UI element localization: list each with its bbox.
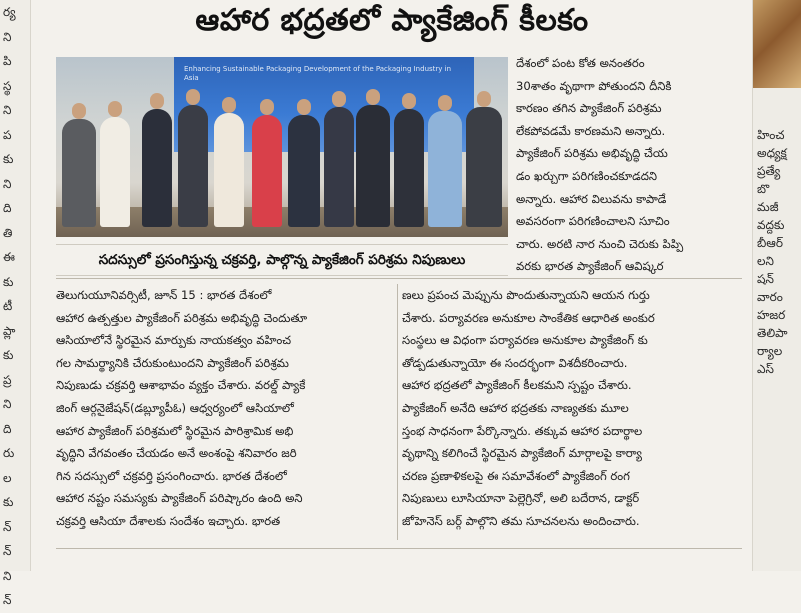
- article-text-line: సంస్థలు ఆ విధంగా పర్యావరణ అనుకూల ప్యాకేజింగ్ కు: [402, 333, 648, 348]
- photo-banner-text: Enhancing Sustainable Packaging Development of the Packaging Industry in Asia: [184, 65, 452, 82]
- article-text-line: ఆహార నష్టం సమస్యకు ప్యాకేజింగ్ పరిష్కారం ఉంది అని: [56, 491, 303, 506]
- article-text-line: ప్యాకేజింగ్ అనేది ఆహార భద్రతకు నాణ్యతకు మూల: [402, 400, 629, 415]
- article-text-line: ఆహార ఉత్పత్తుల ప్యాకేజింగ్ పరిశ్రమ అభివృద్ధి చెందుతూ: [56, 310, 308, 325]
- adjacent-text-line: ది: [3, 201, 12, 215]
- photo-person: [178, 105, 208, 227]
- article-text-line: ఆహార ప్యాకేజింగ్ పరిశ్రమలో స్థిరమైన పారిశ్రామిక అభి: [56, 423, 294, 438]
- adjacent-text-line: లని: [757, 254, 774, 268]
- adjacent-text-line: ల: [3, 470, 12, 485]
- adjacent-text-line: కు: [3, 274, 14, 289]
- adjacent-text-line: టీ: [3, 299, 13, 313]
- photo-person: [394, 109, 424, 227]
- photo-caption: సదస్సులో ప్రసంగిస్తున్న చక్రవర్తి, పాల్గొన్న ప్యాకేజింగ్ పరిశ్రమ నిపుణులు: [56, 244, 508, 276]
- photo-person: [252, 115, 282, 227]
- article-text-line: ఆహార భద్రతలో ప్యాకేజింగ్ కీలకమని స్పష్టం చేశారు.: [402, 378, 632, 393]
- adjacent-text-line: హజర: [757, 308, 786, 322]
- adjacent-text-line: కు: [3, 348, 14, 362]
- photo-person: [356, 105, 390, 227]
- article-text-line: అవసరంగా పరిగణించాలని సూచిం: [516, 214, 670, 229]
- photo-person: [428, 111, 462, 227]
- photo-person: [324, 107, 354, 227]
- article-text-line: నిపుణులు లూసియానా పెల్లెగ్రినో, అలి బదేరాన, డాక్టర్: [402, 491, 640, 506]
- article-column-middle: [402, 284, 742, 533]
- adjacent-text-line: బొ: [757, 182, 770, 196]
- article-text-line: గిన సదస్సులో చక్రవర్తి ప్రసంగించారు. భారత దేశంలో: [56, 468, 287, 483]
- adjacent-text-line: ప్లా: [3, 323, 16, 338]
- photo-person: [214, 113, 244, 227]
- adjacent-text-line: తి: [3, 225, 13, 240]
- article-text-line: వృద్ధిని వేగవంతం చేయడం అనే అంశంపై శనివారం జరి: [56, 446, 297, 461]
- adjacent-text-line: న్: [3, 544, 12, 558]
- adjacent-text-line: పి: [3, 54, 12, 68]
- adjacent-text-line: స్థ: [3, 78, 12, 93]
- column-divider-horizontal: [56, 278, 742, 279]
- adjacent-text-line: మజీ: [757, 200, 779, 214]
- article-photo: [56, 57, 508, 237]
- adjacent-text-line: న్: [3, 519, 12, 534]
- article-text-line: తెలుగుయూనివర్సిటీ, జూన్ 15 : భారత దేశంలో: [56, 288, 272, 302]
- article-text-line: చేశారు. పర్యావరణ అనుకూల సాంకేతిక ఆధారిత అంకుర: [402, 310, 655, 325]
- photo-person-head: [297, 99, 311, 115]
- article-text-line: వృథాన్ని కలిగించే స్థిరమైన ప్యాకేజింగ్ మార్గాలపై కార్యా: [402, 446, 642, 461]
- adjacent-article-right: [752, 0, 801, 571]
- adjacent-text-line: తెలిపా: [757, 326, 788, 340]
- photo-person-head: [260, 99, 274, 115]
- adjacent-text-line: ది: [3, 421, 12, 436]
- adjacent-text-line: ని: [3, 103, 12, 117]
- article-text-line: నిపుణుడు చక్రవర్తి ఆశాభావం వ్యక్తం చేశారు. వరల్డ్ ప్యాకే: [56, 378, 306, 393]
- photo-person-head: [108, 101, 122, 117]
- adjacent-article-photo: [753, 0, 801, 88]
- adjacent-text-line: కు: [3, 495, 14, 509]
- photo-person-head: [222, 97, 236, 113]
- adjacent-text-line: ని: [3, 29, 12, 44]
- adjacent-text-line: రు: [3, 446, 15, 460]
- photo-person: [288, 115, 320, 227]
- article-headline: ఆహార భద్రతలో ప్యాకేజింగ్ కీలకం: [195, 3, 589, 38]
- photo-person-head: [438, 95, 452, 111]
- adjacent-text-line: ని: [3, 568, 12, 583]
- adjacent-text-line: ని: [3, 176, 12, 191]
- article-text-line: దేశంలో పంట కోత అనంతరం: [516, 56, 645, 70]
- adjacent-text-line: ఎస్: [757, 362, 774, 376]
- photo-person-head: [332, 91, 346, 107]
- article-text-line: చక్రవర్తి ఆసియా దేశాలకు సందేశం ఇచ్చారు. భారత: [56, 513, 281, 528]
- adjacent-text-line: ప: [3, 127, 12, 142]
- photo-person-head: [150, 93, 164, 109]
- photo-person-head: [186, 89, 200, 105]
- adjacent-text-line: కు: [3, 152, 14, 166]
- article-text-line: డం ఖర్చుగా పరిగణించకూడదని: [516, 168, 658, 183]
- article-text-line: అన్నారు. ఆహార విలువను కాపాడే: [516, 191, 667, 206]
- adjacent-text-line: ఈ: [3, 250, 15, 264]
- article-text-line: జోహెనెస్ బర్గ్ పాల్గొని తమ సూచనలను అందించారు.: [402, 513, 640, 528]
- adjacent-text-line: ని: [3, 397, 12, 411]
- photo-person: [62, 119, 96, 227]
- photo-person: [466, 107, 502, 227]
- article-column-left: [56, 284, 394, 533]
- column-divider-vertical: [397, 284, 398, 540]
- article-column-right-top: [516, 52, 742, 278]
- photo-person: [142, 109, 172, 227]
- article-text-line: స్తంభ సాధనంగా పేర్కొన్నారు. తక్కువ ఆహార పదార్థాల: [402, 423, 643, 438]
- adjacent-text-line: అధ్యక్ష: [757, 146, 787, 160]
- article-text-line: చారు. అరటి నార నుంచి చెరుకు పిప్పి: [516, 236, 684, 251]
- adjacent-text-line: వారం: [757, 290, 783, 304]
- adjacent-text-line: వద్దకు: [757, 218, 785, 232]
- photo-person-head: [72, 103, 86, 119]
- adjacent-text-line: న్: [3, 593, 12, 607]
- adjacent-text-line: హించ: [757, 128, 785, 142]
- article-text-line: లేకపోవడమే కారణమని అన్నారు.: [516, 123, 666, 138]
- adjacent-text-line: షన్: [757, 272, 774, 286]
- article-text-line: వరకు భారత ప్యాకేజింగ్ ఆవిష్కర: [516, 259, 664, 274]
- adjacent-text-line: ప్రత్యే: [757, 164, 781, 178]
- photo-person-head: [402, 93, 416, 109]
- photo-person-head: [477, 91, 491, 107]
- adjacent-text-line: బీఆర్: [757, 236, 783, 250]
- photo-person-head: [366, 89, 380, 105]
- article-text-line: గల సామర్థ్యానికి చేరుకుంటుందని ప్యాకేజింగ్ పరిశ్రమ: [56, 355, 289, 370]
- article-text-line: 30శాతం వృథాగా పోతుందని దీనికి: [516, 78, 672, 93]
- adjacent-text-line: ర్యాల: [757, 344, 783, 358]
- article-text-line: చరణ ప్రణాళికలపై ఈ సమావేశంలో ప్యాకేజింగ్ రంగ: [402, 468, 630, 483]
- article-text-line: జింగ్ ఆర్గనైజేషన్(డబ్ల్యూపీఓ) ఆధ్వర్యంలో ఆసియాలో: [56, 400, 294, 415]
- article-text-line: కారణం తగిన ప్యాకేజింగ్ పరిశ్రమ: [516, 101, 662, 116]
- article-text-line: ణలు ప్రపంచ మెప్పును పొందుతున్నాయని ఆయన గుర్తు: [402, 288, 650, 302]
- adjacent-article-left: [0, 0, 31, 607]
- adjacent-text-line: ప్ర: [3, 372, 12, 387]
- article-text-line: తోడ్పడుతున్నాయో ఈ సందర్భంగా విశదీకరించారు.: [402, 355, 628, 370]
- article-text-line: ఆసియాలోనే స్థిరమైన మార్పుకు నాయకత్వం వహించ: [56, 333, 292, 348]
- article-bottom-rule: [56, 548, 742, 549]
- photo-person: [100, 117, 130, 227]
- article-text-line: ప్యాకేజింగ్ పరిశ్రమ అభివృద్ధి చేయ: [516, 146, 668, 161]
- adjacent-text-line: ర్య: [3, 5, 16, 19]
